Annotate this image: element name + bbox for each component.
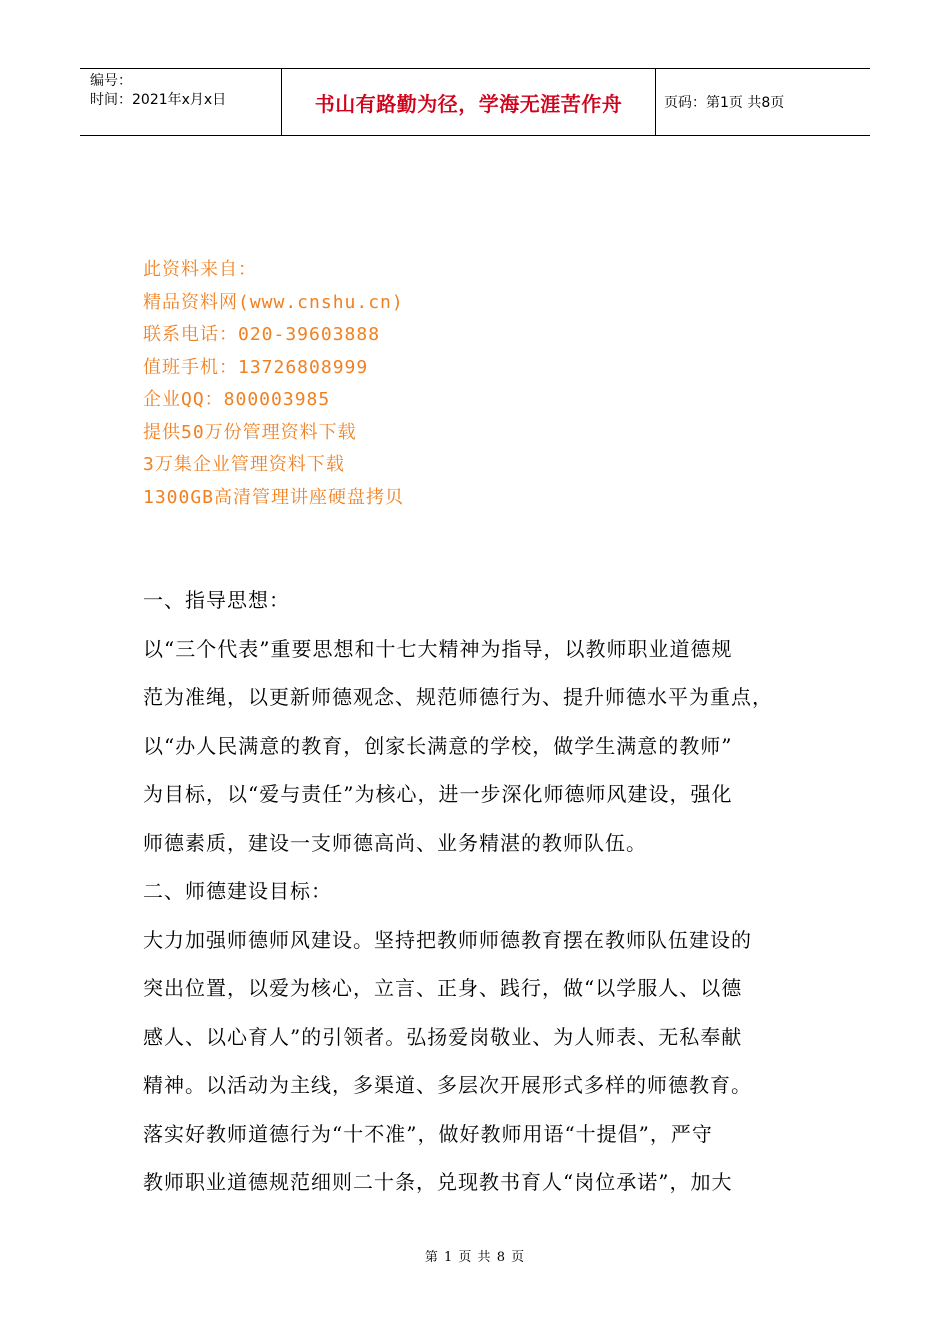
body-line: 精神。以活动为主线，多渠道、多层次开展形式多样的师德教育。: [143, 1073, 752, 1097]
document-time-label: 时间：2021年x月x日: [90, 92, 227, 108]
body-line: 师德素质，建设一支师德高尚、业务精湛的教师队伍。: [143, 830, 647, 855]
source-line: 提供50万份管理资料下载: [143, 421, 357, 443]
section-heading: 二、师德建设目标：: [143, 879, 332, 903]
body-line: 大力加强师德师风建设。坚持把教师师德教育摆在教师队伍建设的: [143, 927, 752, 952]
page-footer: 第 1 页 共 8 页: [424, 1250, 526, 1265]
body-line: 教师职业道德规范细则二十条，兑现教书育人“岗位承诺”，加大: [143, 1170, 733, 1194]
source-line: 3万集企业管理资料下载: [143, 454, 345, 475]
document-number-label: 编号：: [90, 73, 132, 89]
source-line: 联系电话：020-39603888: [143, 324, 381, 345]
body-line: 以“三个代表”重要思想和十七大精神为指导，以教师职业道德规: [143, 636, 733, 661]
document-body: [143, 576, 813, 1207]
body-line: 突出位置，以爱为核心，立言、正身、践行，做“以学服人、以德: [143, 976, 743, 1000]
header-meta-cell: [80, 69, 282, 135]
source-line: 1300GB高清管理讲座硬盘拷贝: [143, 486, 405, 508]
section-heading: 一、指导思想：: [143, 588, 290, 612]
body-line: 范为准绳，以更新师德观念、规范师德行为、提升师德水平为重点，: [143, 685, 773, 709]
source-line: 精品资料网(www.cnshu.cn): [143, 291, 404, 313]
header-page-info: 页码：第1页 共8页: [664, 95, 785, 111]
document-header: [80, 68, 870, 136]
body-line: 为目标，以“爱与责任”为核心，进一步深化师德师风建设，强化: [143, 782, 733, 806]
source-line: 值班手机：13726808999: [143, 356, 369, 378]
header-motto: 书山有路勤为径，学海无涯苦作舟: [282, 69, 656, 135]
body-line: 以“办人民满意的教育，创家长满意的学校，做学生满意的教师”: [143, 733, 733, 758]
body-line: 落实好教师道德行为“十不准”，做好教师用语“十提倡”，严守: [143, 1121, 713, 1146]
source-line: 此资料来自：: [143, 259, 257, 280]
source-info-block: [143, 254, 404, 514]
source-line: 企业QQ：800003985: [143, 389, 331, 410]
body-line: 感人、以心育人”的引领者。弘扬爱岗敬业、为人师表、无私奉献: [143, 1024, 743, 1049]
